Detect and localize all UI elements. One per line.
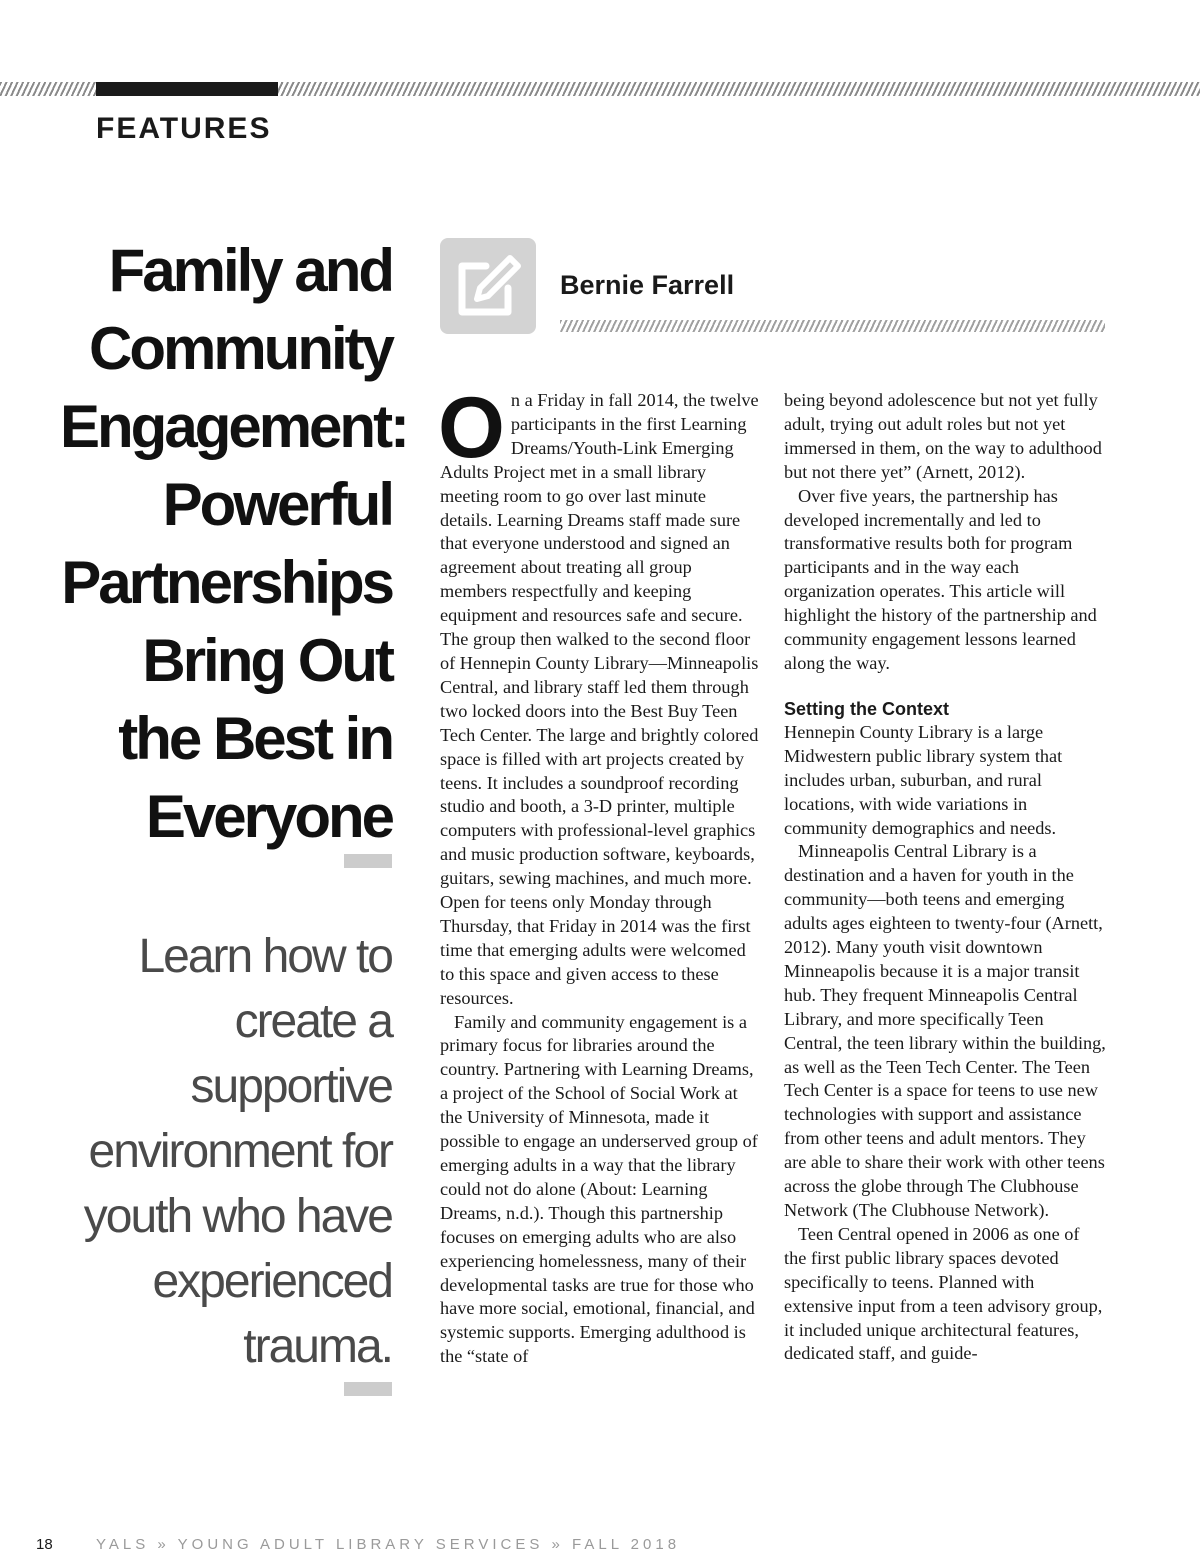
running-footer: YALS » YOUNG ADULT LIBRARY SERVICES » FALL 2018 xyxy=(96,1536,681,1553)
deck-divider xyxy=(344,1382,392,1396)
article-column-left xyxy=(438,380,762,1369)
section-marker-bar xyxy=(96,82,278,96)
article-paragraph: Minneapolis Central Library is a destination and a haven for youth in the community—both teens and emerging adults ages eighteen to twenty-four (Arnett, 2012). Many youth visit downtown Minneapolis because it is a major transit hub. They frequent Minneapolis Central Library, and more specifically Teen Central, the teen library within the building, as well as the Teen Tech Center. The Teen Tech Center is a space for teens to use new technologies with support and assistance from other teens and adult mentors. They are able to share their work with other teens across the globe through The Clubhouse Network (The Clubhouse Network). xyxy=(784,841,1106,1220)
page-number: 18 xyxy=(36,1536,53,1553)
article-paragraph: Teen Central opened in 2006 as one of the first public library spaces devoted specifically to teens. Planned with extensive input from a teen advisory group, it included unique architectural features, dedicated staff, and guide- xyxy=(784,1223,1103,1364)
edit-pencil-icon xyxy=(440,238,536,334)
article-deck: Learn how to create a supportive environment for youth who have experienced trauma. xyxy=(83,930,392,1373)
article-paragraph xyxy=(438,380,762,1011)
section-subhead: Setting the Context xyxy=(784,698,949,719)
article-headline: Family and Community Engagement: Powerful Partnerships Bring Out the Best in Everyone xyxy=(60,237,408,850)
headline-divider xyxy=(344,854,392,868)
section-label: FEATURES xyxy=(96,112,272,145)
article-paragraph: being beyond adolescence but not yet fully adult, trying out adult roles but not yet immersed in them, on the way to adulthood but not there yet” (Arnett, 2012). xyxy=(784,390,1102,482)
article-paragraph: Family and community engagement is a primary focus for libraries around the country. Partnering with Learning Dreams, a project of the School of Social Work at the University of Minnesota, made it possible to engage an underserved group of emerging adults in a way that the library could not do alone (About: Learning Dreams, n.d.). Though this partnership focuses on emerging adults who are also experiencing homelessness, many of their developmental tasks are true for those who have more social, emotional, financial, and systemic supports. Emerging adulthood is the “state of xyxy=(440,1011,758,1367)
article-paragraph: Hennepin County Library is a large Midwestern public library system that includes urban, suburban, and rural locations, with wide variations in community demographics and needs. xyxy=(784,721,1063,838)
article-paragraph: Over five years, the partnership has developed incrementally and led to transformative results both for program participants and in the way each organization operates. This article will highlight the history of the partnership and community engagement lessons learned along the way. xyxy=(784,485,1097,673)
drop-cap: O xyxy=(438,380,505,476)
author-name: Bernie Farrell xyxy=(560,270,735,300)
byline-hatch-rule xyxy=(560,320,1105,332)
article-column-right xyxy=(784,389,1106,1366)
paragraph-text: n a Friday in fall 2014, the twelve participants in the first Learning Dreams/Youth-Link Emerging Adults Project met in a small library meeting room to go over last minute details. Learning Dreams staff made sure that everyone understood and signed an agreement about treating all group members respectfully and keeping equipment and resources safe and secure. The group then walked to the second floor of Hennepin County Library—Minneapolis Central, and library staff led them through two locked doors into the Best Buy Teen Tech Center. The large and brightly colored space is filled with art projects created by teens. It includes a soundproof recording studio and booth, a 3-D printer, multiple computers with professional-level graphics and music production software, keyboards, guitars, sewing machines, and much more. Open for teens only Monday through Thursday, that Friday in 2014 was the first time that emerging adults were welcomed to this space and given access to these resources. xyxy=(440,390,759,1008)
